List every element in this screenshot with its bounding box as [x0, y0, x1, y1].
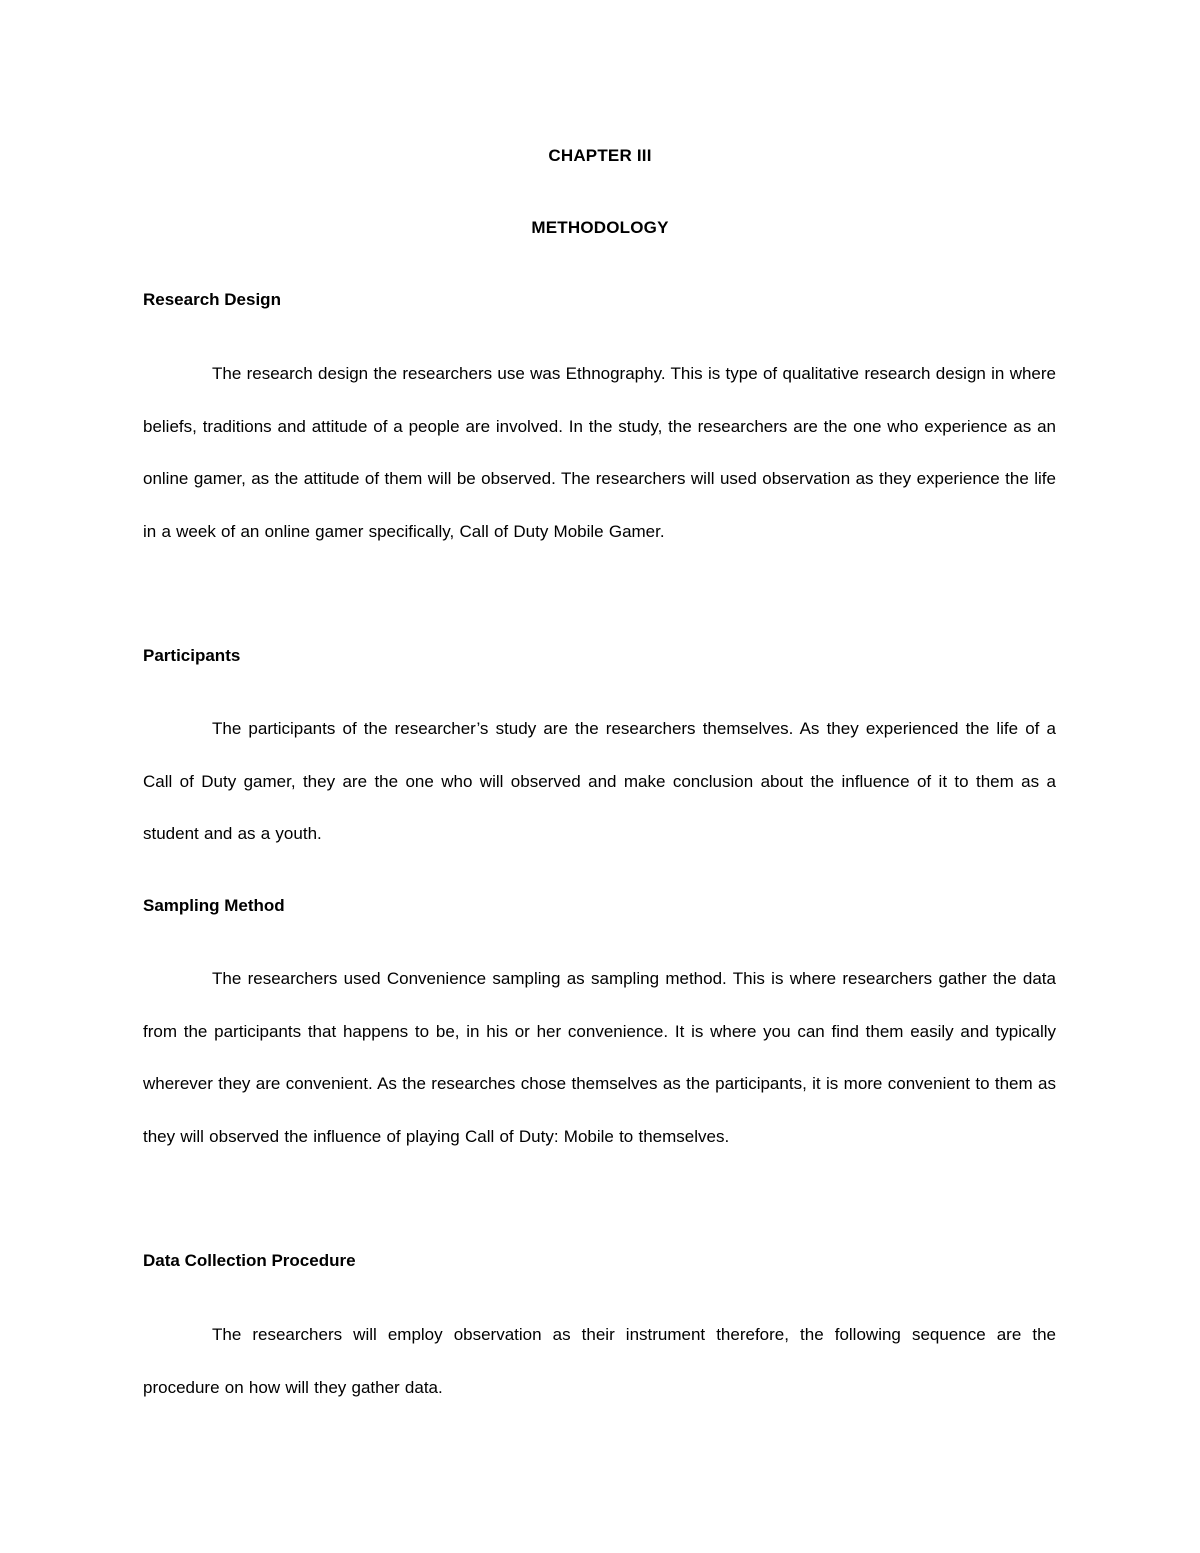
section-heading-participants: Participants	[143, 646, 241, 665]
section-body-participants: The participants of the researcher’s study are the researchers themselves. As they experienced the life of a Call of Duty gamer, they are the one who will observed and make conclusion about the influence of it to them as a student and as a youth.	[143, 719, 1056, 843]
section-body-sampling-method: The researchers used Convenience sampling as sampling method. This is where researchers gather the data from the participants that happens to be, in his or her convenience. It is where you can find them easily and typically wherever they are convenient. As the researches chose themselves as the participants, it is more convenient to them as they will observed the influence of playing Call of Duty: Mobile to themselves.	[143, 969, 1056, 1146]
section-heading-research-design: Research Design	[143, 290, 281, 309]
section-heading-sampling-method: Sampling Method	[143, 896, 285, 915]
chapter-label: CHAPTER III	[548, 146, 652, 165]
section-heading-data-collection: Data Collection Procedure	[143, 1251, 356, 1270]
page-title: METHODOLOGY	[531, 218, 669, 237]
section-body-research-design: The research design the researchers use was Ethnography. This is type of qualitative research design in where beliefs, traditions and attitude of a people are involved. In the study, the researchers are the one who experience as an online gamer, as the attitude of them will be observed. The researchers will used observation as they experience the life in a week of an online gamer specifically, Call of Duty Mobile Gamer.	[143, 364, 1056, 541]
section-body-data-collection: The researchers will employ observation as their instrument therefore, the following sequence are the procedure on how will they gather data.	[143, 1325, 1056, 1397]
